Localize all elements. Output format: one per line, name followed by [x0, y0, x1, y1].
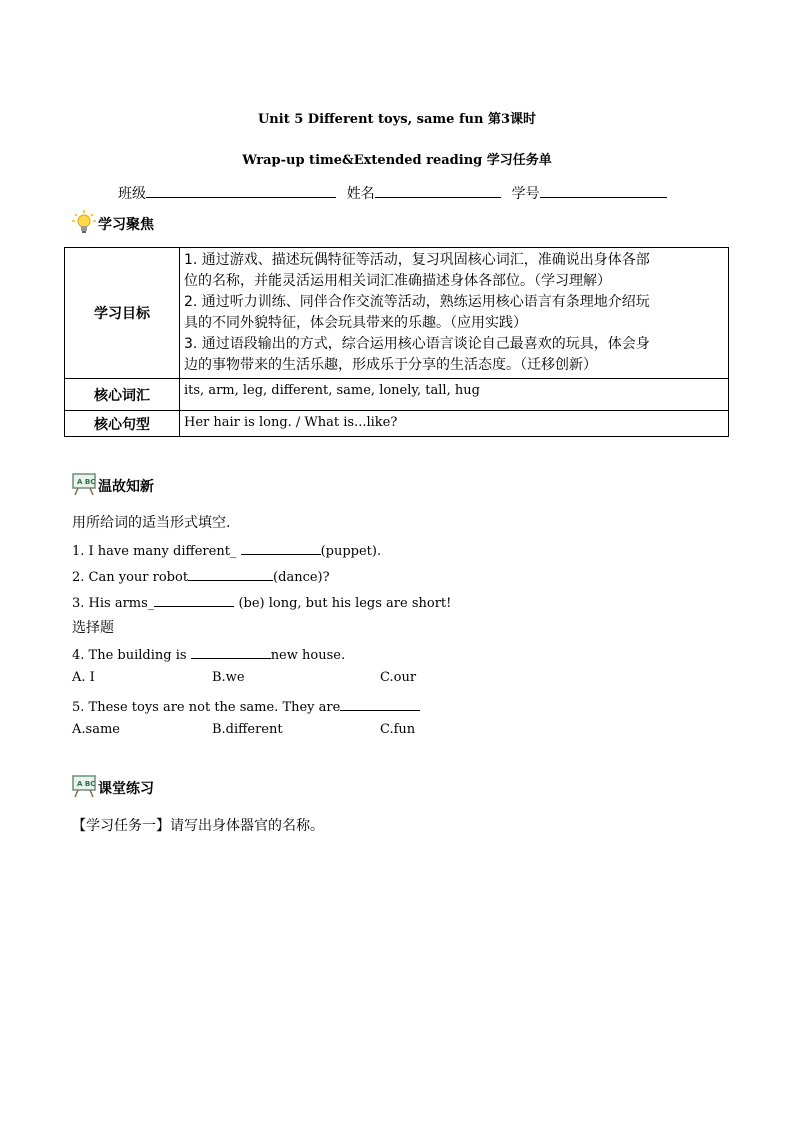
task-1: 【学习任务一】请写出身体器官的名称。: [72, 818, 324, 834]
question-2: 2. Can your robot (dance)?: [72, 566, 330, 585]
question-3: 3. His arms_ (be) long, but his legs are short!: [72, 592, 451, 611]
option-b[interactable]: B.different: [212, 722, 283, 737]
goal-line: 具的不同外貌特征，体会玩具带来的乐趣。（应用实践）: [184, 315, 527, 331]
page-title: Unit 5 Different toys, same fun 第3课时: [257, 112, 537, 127]
option-c[interactable]: C.our: [380, 670, 417, 685]
blackboard-icon: [72, 472, 96, 496]
table-row: [65, 379, 729, 411]
option-b[interactable]: B.we: [212, 670, 245, 685]
goals-cell: [180, 248, 729, 379]
question-4: 4. The building is new house.: [72, 644, 345, 663]
practice-heading-text: 课堂练习: [98, 781, 154, 797]
focus-heading: [72, 210, 154, 234]
focus-heading-text: 学习聚焦: [98, 217, 154, 233]
name-label: 姓名: [346, 186, 375, 202]
lightbulb-icon: [72, 210, 96, 234]
answer-blank[interactable]: [241, 540, 321, 555]
answer-blank[interactable]: [154, 592, 234, 607]
question-1: 1. I have many different_ (puppet).: [72, 540, 381, 559]
review-heading-text: 温故知新: [98, 479, 154, 495]
goals-label: 学习目标: [65, 248, 180, 379]
goal-line: 1. 通过游戏、描述玩偶特征等活动，复习巩固核心词汇，准确说出身体各部: [184, 252, 650, 268]
goal-line: 边的事物带来的生活乐趣，形成乐于分享的生活态度。（迁移创新）: [184, 357, 597, 373]
svg-text:A BC: A BC: [77, 478, 96, 486]
answer-blank[interactable]: [340, 696, 420, 711]
review-heading: [72, 472, 154, 496]
page-subtitle: Wrap-up time&Extended reading 学习任务单: [242, 153, 552, 168]
vocab-cell: its, arm, leg, different, same, lonely, tall, hug: [180, 379, 729, 411]
focus-table: [64, 247, 729, 437]
goal-line: 位的名称，并能灵活运用相关词汇准确描述身体各部位。（学习理解）: [184, 273, 611, 289]
practice-heading: [72, 774, 154, 798]
svg-text:A BC: A BC: [77, 780, 96, 788]
option-a[interactable]: A. I: [72, 670, 95, 685]
id-blank[interactable]: [540, 183, 667, 198]
id-label: 学号: [511, 186, 540, 202]
answer-blank[interactable]: [188, 566, 273, 581]
option-c[interactable]: C.fun: [380, 722, 416, 737]
sentence-label: 核心句型: [65, 411, 180, 437]
choice-heading: 选择题: [72, 620, 114, 636]
table-row: [65, 248, 729, 379]
table-row: [65, 411, 729, 437]
blackboard-icon: [72, 774, 96, 798]
answer-blank[interactable]: [191, 644, 271, 659]
name-blank[interactable]: [375, 183, 501, 198]
review-instruction: 用所给词的适当形式填空.: [72, 515, 231, 531]
student-info-line: [118, 183, 667, 203]
class-blank[interactable]: [146, 183, 336, 198]
sentence-cell: Her hair is long. / What is...like?: [180, 411, 729, 437]
goal-line: 3. 通过语段输出的方式，综合运用核心语言谈论自己最喜欢的玩具，体会身: [184, 336, 650, 352]
vocab-label: 核心词汇: [65, 379, 180, 411]
option-a[interactable]: A.same: [72, 722, 120, 737]
goal-line: 2. 通过听力训练、同伴合作交流等活动，熟练运用核心语言有条理地介绍玩: [184, 294, 650, 310]
question-5: 5. These toys are not the same. They are: [72, 696, 420, 715]
class-label: 班级: [118, 186, 146, 202]
